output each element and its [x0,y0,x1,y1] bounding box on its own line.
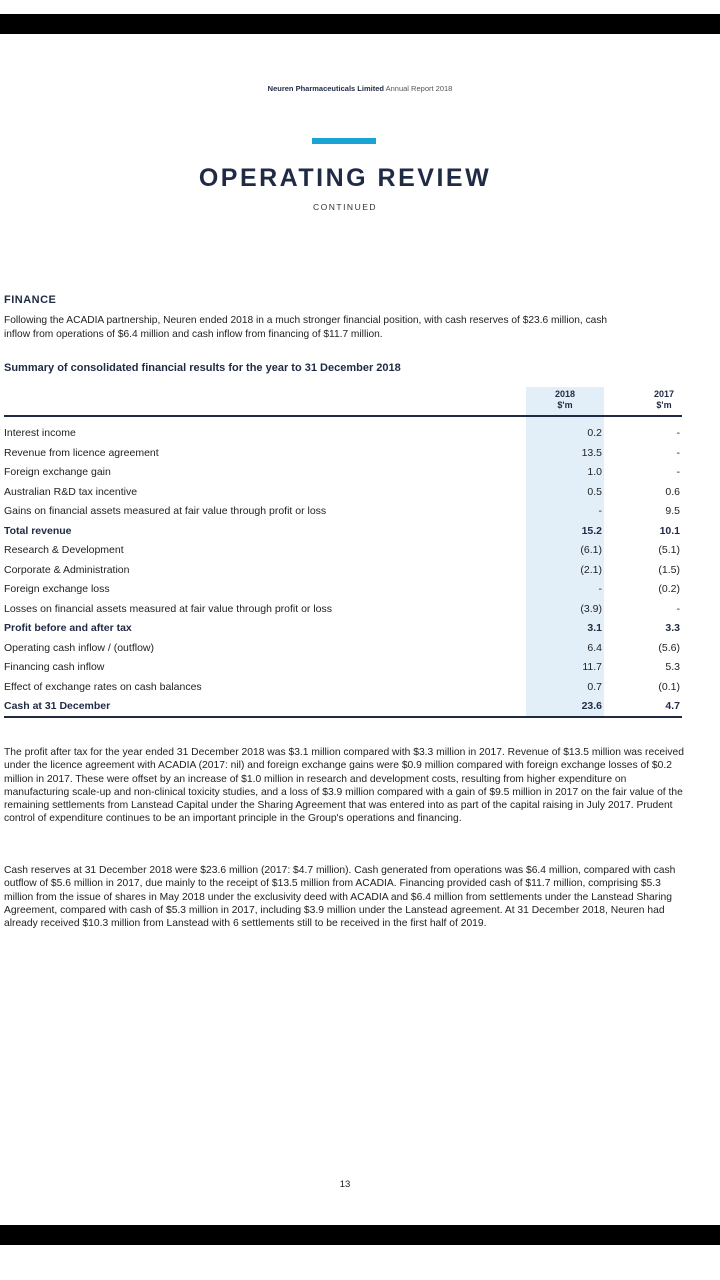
value-2017: 3.3 [665,622,680,634]
table-row [4,619,682,639]
row-label: Interest income [4,427,76,439]
row-label: Operating cash inflow / (outflow) [4,641,154,654]
column-header-2018 [535,389,595,411]
table-bottom-rule [4,716,682,718]
value-2018: 3.1 [587,622,602,634]
value-2018: (2.1) [580,563,602,576]
page-number: 13 [339,1179,351,1190]
value-2017: (5.1) [658,544,680,556]
value-2017: 9.5 [665,505,680,517]
report-name: Annual Report 2018 [385,84,453,93]
table-row [4,639,682,659]
value-2018: (3.9) [580,602,602,615]
value-2018: 1.0 [587,466,602,478]
table-row [4,444,682,464]
row-label: Losses on financial assets measured at fair value through profit or loss [4,602,333,615]
table-row [4,502,682,522]
value-2017: 4.7 [665,700,680,712]
column-unit: $'m [656,400,672,410]
value-2017: - [676,446,680,459]
row-label: Total revenue [4,524,72,537]
column-year: 2018 [554,389,576,399]
financial-results-table [4,424,682,717]
column-unit: $'m [557,400,573,410]
value-2017: (1.5) [658,563,680,576]
row-label: Australian R&D tax incentive [4,485,138,498]
value-2018: 0.5 [587,485,602,498]
value-2018: 0.2 [587,427,602,439]
cash-paragraph: Cash reserves at 31 December 2018 were $23.6 million (2017: $4.7 million). Cash generated from operations was $6.4 million, compared with cash outflow of $5.6 million in 2017, due mainly to the receipt of $13.5 million from ACADIA. Financing provided cash of $11.7 million, comprising $5.3 million from the issue of shares in May 2018 under the exclusivity deed with ACADIA and $6.4 million from settlements under the Lanstead Sharing Agreement, compared with cash of $5.3 million in 2017, including $3.9 million under the Lanstead agreement. At 31 December 2018, Neuren had already received $10.3 million from Lanstead with 6 settlements still to be received in the first half of 2019. [4,865,676,930]
value-2017: (0.2) [658,583,680,595]
top-black-bar [0,14,720,34]
intro-paragraph: Following the ACADIA partnership, Neuren ended 2018 in a much stronger financial position, with cash reserves of $23.6 million, cash inflow from operations of $6.4 million and cash inflow from financing of $11.7 million. [4,315,608,340]
row-label: Effect of exchange rates on cash balances [4,680,202,693]
value-2018: 15.2 [581,524,602,537]
value-2017: 10.1 [659,524,680,537]
row-label: Gains on financial assets measured at fair value through profit or loss [4,505,327,517]
results-paragraph: The profit after tax for the year ended 31 December 2018 was $3.1 million compared with $3.3 million in 2017. Revenue of $13.5 million was received under the licence agreement with ACADIA (2017: nil) and foreign exchange gains were $0.9 million compared with foreign exchange losses of $0.2 million in 2017. These were offset by an increase of $1.0 million in research and development costs, resulting from higher expenditure on manufacturing scale-up and non-clinical toxicity studies, and a loss of $3.9 million compared with a gain of $9.5 million in 2017 on the fair value of the remaining settlements from Lanstead Capital under the Sharing Agreement that was entered into as part of the capital raising in July 2017. Prudent control of expenditure continues to be an important principle in the Group's operations and financing. [4,747,684,825]
column-year: 2017 [653,389,675,399]
table-row [4,580,682,600]
row-label: Revenue from licence agreement [4,446,159,459]
value-2017: - [676,466,680,478]
table-row [4,658,682,678]
value-2018: 23.6 [581,700,602,712]
value-2017: - [676,427,680,439]
row-label: Cash at 31 December [4,700,111,712]
table-row [4,424,682,444]
table-title: Summary of consolidated financial results for the year to 31 December 2018 [4,362,401,374]
value-2017: - [676,602,680,615]
row-label: Profit before and after tax [4,622,132,634]
table-row [4,697,682,717]
column-header-2017 [634,389,694,411]
row-label: Corporate & Administration [4,563,130,576]
table-row [4,463,682,483]
page-title: OPERATING REVIEW [198,164,492,192]
row-label: Foreign exchange gain [4,466,111,478]
value-2017: 5.3 [665,661,680,673]
value-2017: (5.6) [658,641,680,654]
table-row [4,541,682,561]
page-header [0,84,720,93]
value-2017: (0.1) [658,680,680,693]
table-header-rule [4,415,682,417]
page-subtitle: CONTINUED [312,202,378,212]
value-2018: - [598,505,602,517]
table-row [4,522,682,542]
bottom-black-bar [0,1225,720,1245]
value-2018: 13.5 [581,446,602,459]
row-label: Financing cash inflow [4,661,105,673]
value-2018: (6.1) [580,544,602,556]
value-2018: - [598,583,602,595]
table-row [4,600,682,620]
value-2018: 11.7 [582,661,602,673]
value-2018: 6.4 [587,641,602,654]
section-heading: FINANCE [4,294,57,306]
value-2017: 0.6 [665,485,680,498]
row-label: Research & Development [4,544,124,556]
value-2018: 0.7 [587,680,602,693]
table-row [4,678,682,698]
company-name: Neuren Pharmaceuticals Limited [267,84,384,93]
table-row [4,561,682,581]
accent-bar [312,138,376,144]
table-row [4,483,682,503]
row-label: Foreign exchange loss [4,583,110,595]
